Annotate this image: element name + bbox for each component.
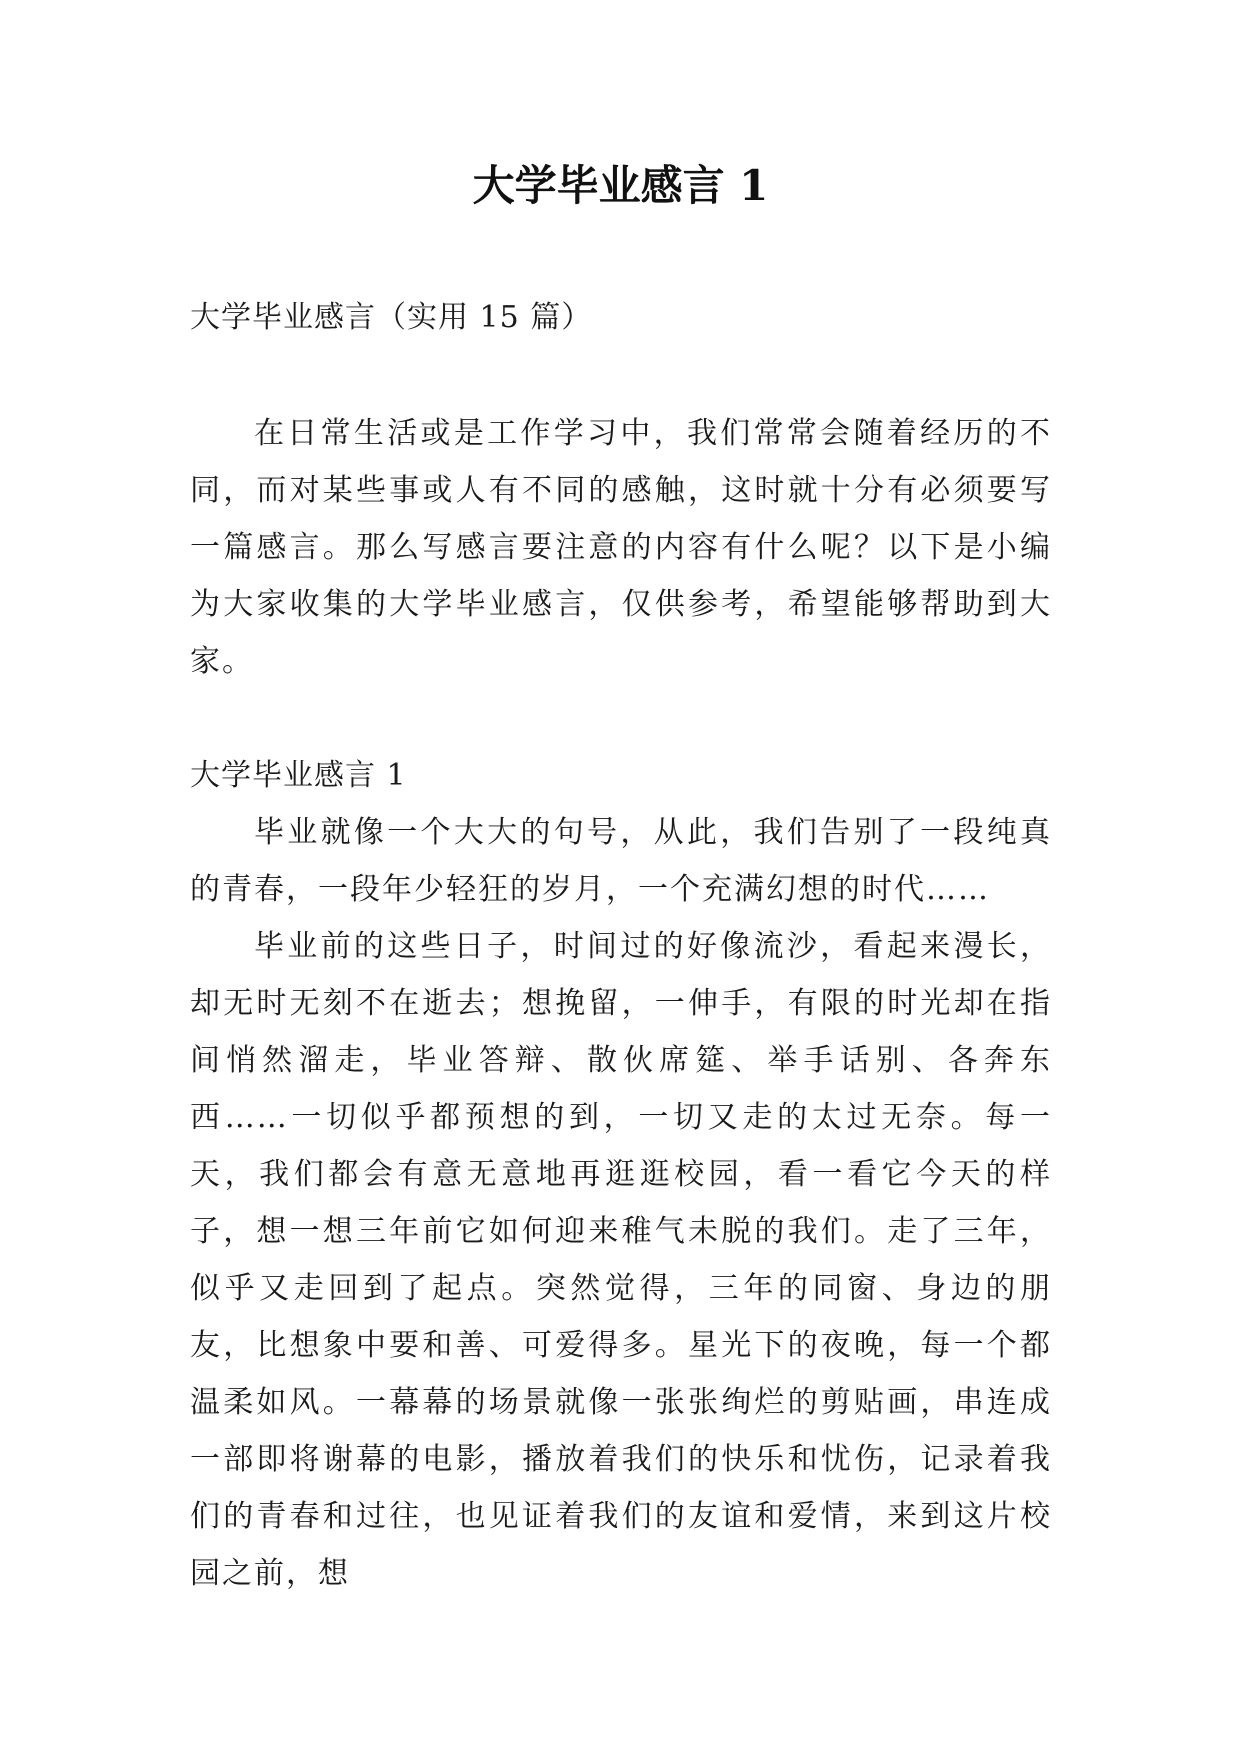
body-paragraph-1: 毕业就像一个大大的句号，从此，我们告别了一段纯真的青春，一段年少轻狂的岁月，一个充满幻想的时代…… bbox=[190, 815, 1052, 907]
body-paragraph-2: 毕业前的这些日子，时间过的好像流沙，看起来漫长，却无时无刻不在逝去；想挽留，一伸手，有限的时光却在指间悄然溜走，毕业答辩、散伙席筵、举手话别、各奔东西……一切似乎都预想的到，一切又走的太过无奈。每一天，我们都会有意无意地再逛逛校园，看一看它今天的样子，想一想三年前它如何迎来稚气未脱的我们。走了三年，似乎又走回到了起点。突然觉得，三年的同窗、身边的朋友，比想象中要和善、可爱得多。星光下的夜晚，每一个都温柔如风。一幕幕的场景就像一张张绚烂的剪贴画，串连成一部即将谢幕的电影，播放着我们的快乐和忧伤，记录着我们的青春和过往，也见证着我们的友谊和爱情，来到这片校园之前，想 bbox=[190, 929, 1052, 1591]
intro-paragraph: 在日常生活或是工作学习中，我们常常会随着经历的不同，而对某些事或人有不同的感触，这时就十分有必须要写一篇感言。那么写感言要注意的内容有什么呢？以下是小编为大家收集的大学毕业感言，仅供参考，希望能够帮助到大家。 bbox=[190, 416, 1052, 679]
document-body bbox=[190, 294, 1052, 1602]
document-subtitle: 大学毕业感言（实用 15 篇） bbox=[190, 300, 593, 335]
document-title: 大学毕业感言 1 bbox=[472, 161, 769, 210]
section-heading: 大学毕业感言 1 bbox=[190, 758, 407, 793]
